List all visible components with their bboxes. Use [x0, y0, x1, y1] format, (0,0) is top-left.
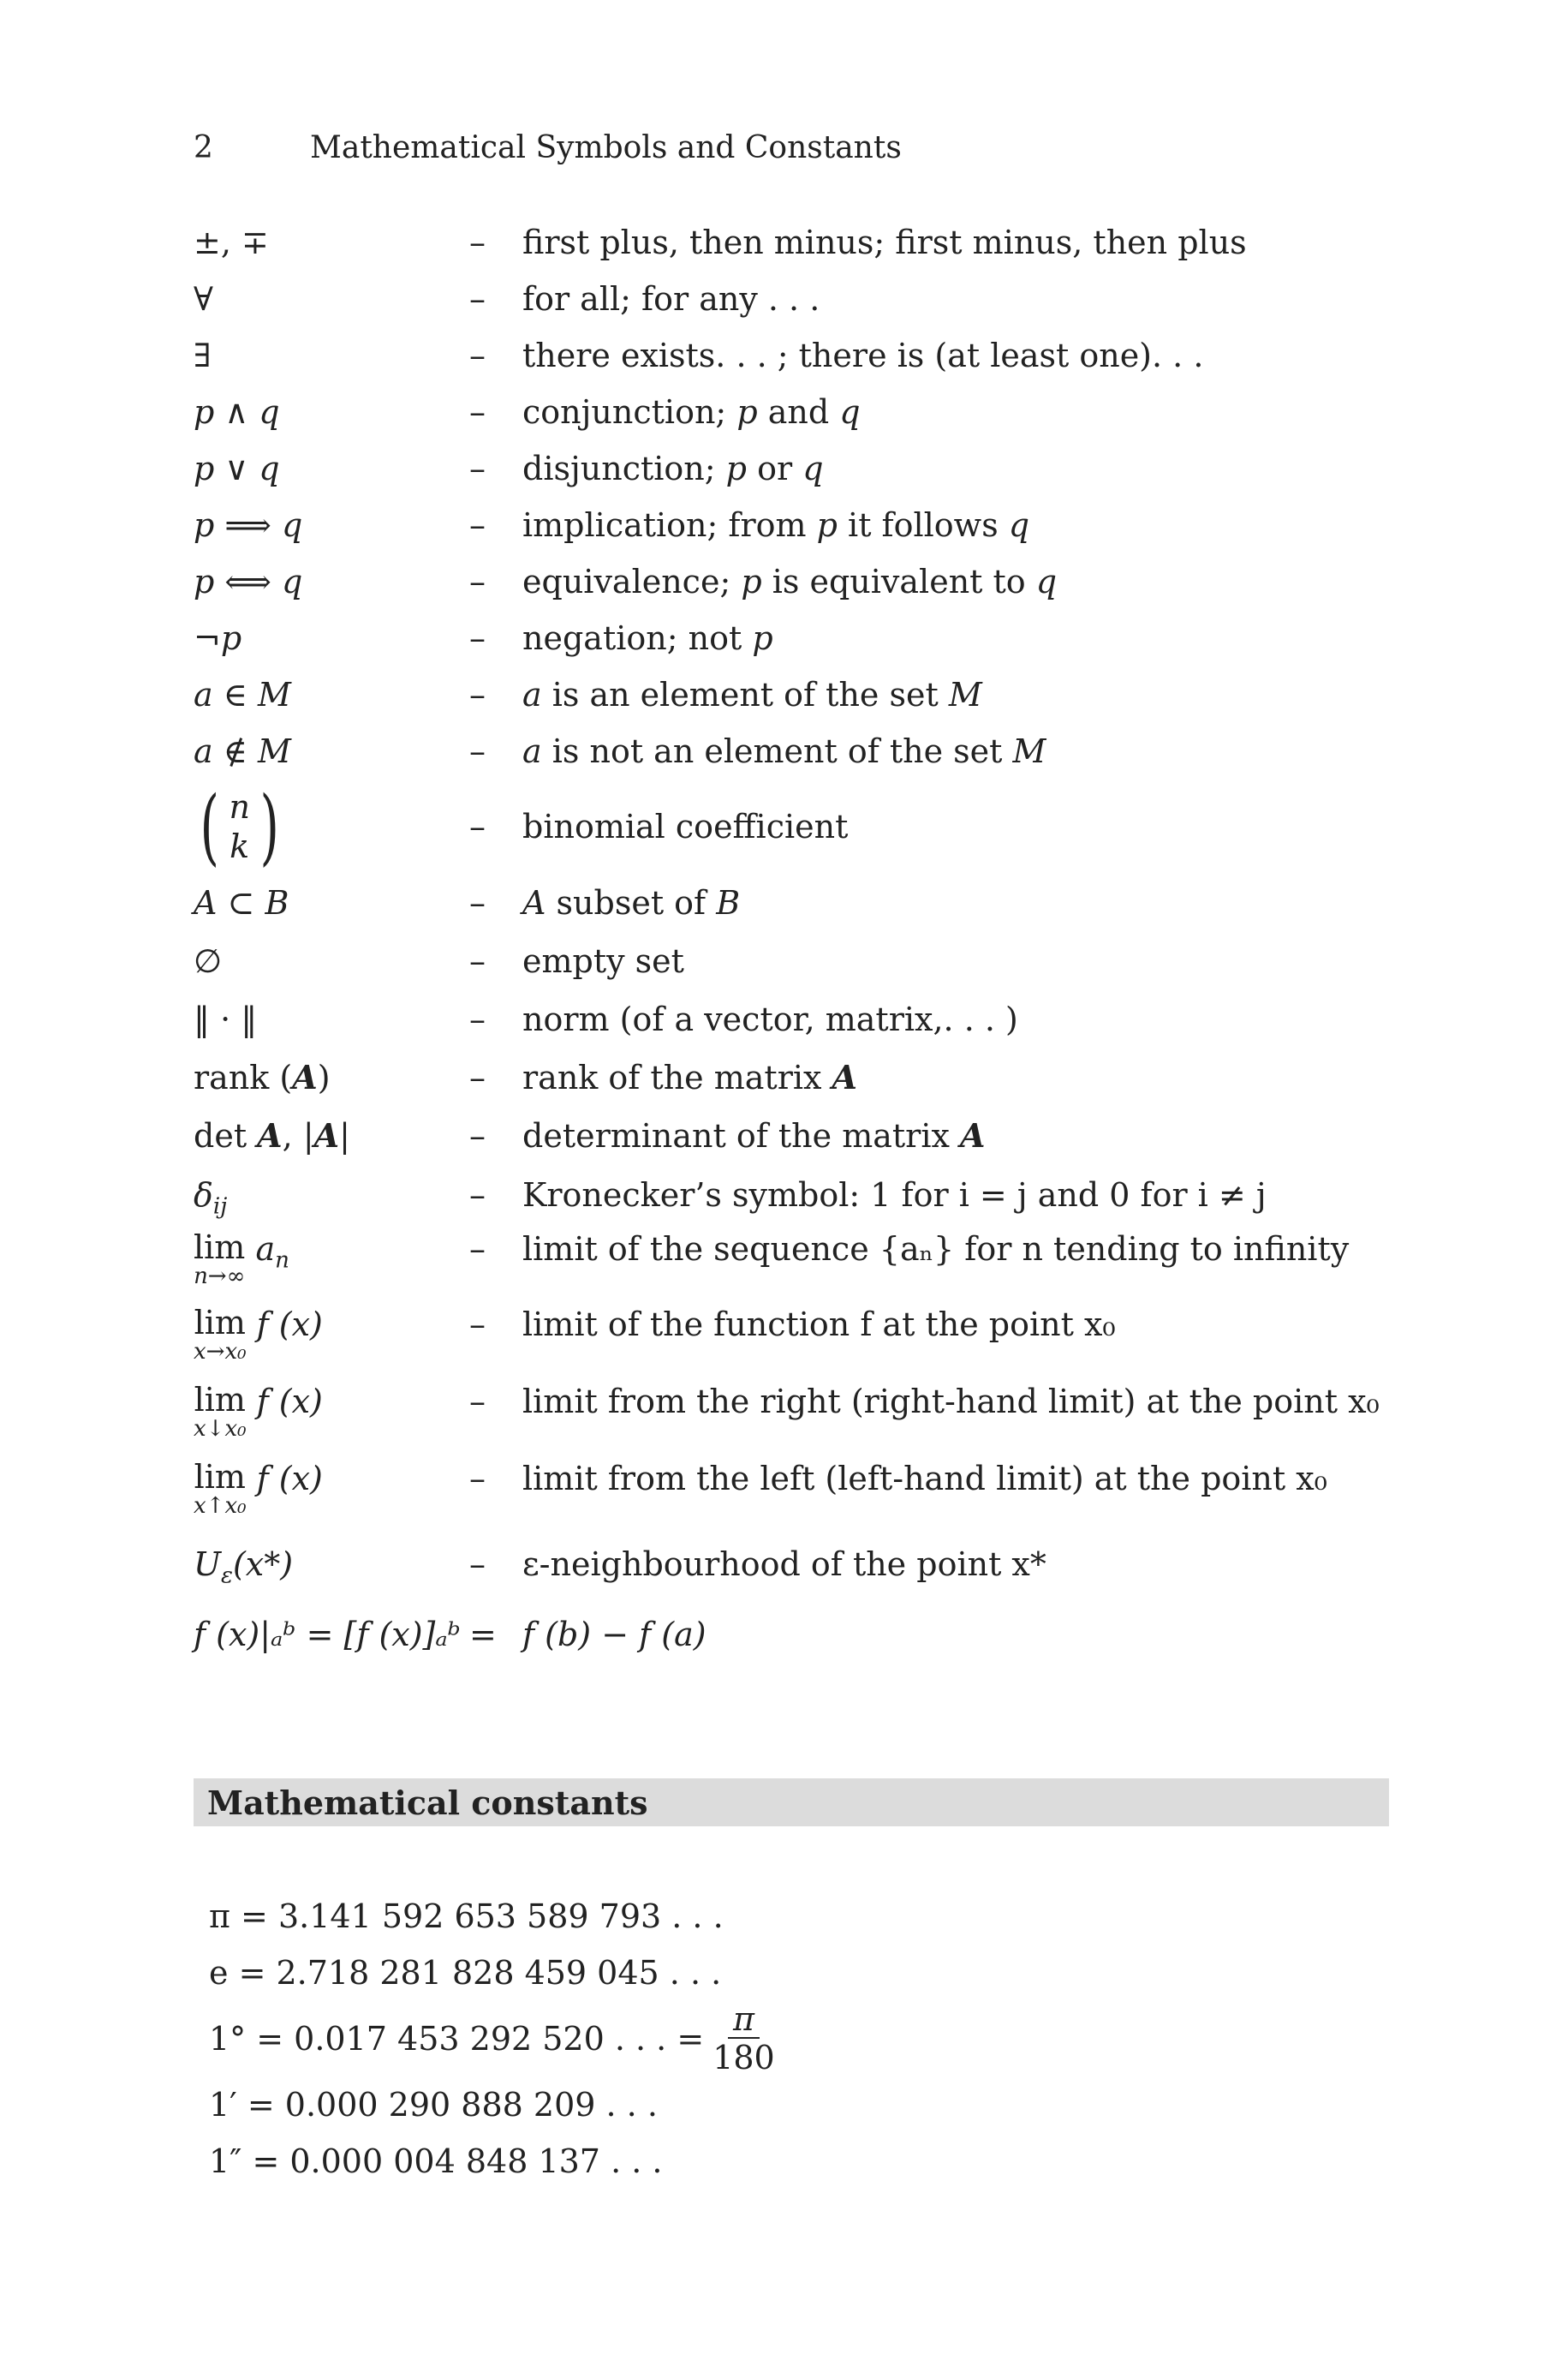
constant-text: 1″ = 0.000 004 848 137 . . . — [209, 2142, 663, 2180]
symbol-row-equivalence — [194, 553, 1410, 610]
desc-text: equivalence; — [522, 563, 742, 600]
description: limit from the left (left-hand limit) at the point x₀ — [522, 1460, 1327, 1497]
sym-text: det — [194, 1117, 258, 1155]
constant-pi — [209, 1888, 775, 1945]
symbol — [194, 779, 469, 875]
sym-text: f (x) — [256, 1460, 323, 1497]
symbol-row-exists — [194, 327, 1410, 384]
fraction-numerator: π — [728, 2001, 760, 2039]
constants-list — [209, 1888, 775, 2190]
symbol: p ∧ q — [194, 393, 280, 431]
symbol: ¬p — [194, 619, 242, 657]
description: limit of the sequence {aₙ} for n tending to infinity — [522, 1230, 1350, 1268]
description: first plus, then minus; first minus, then plus — [522, 224, 1247, 261]
binomial-bottom: k — [230, 828, 250, 865]
sym-subscript: ε — [221, 1562, 233, 1589]
desc-text: disjunction; — [522, 450, 726, 487]
desc-var: M — [1012, 732, 1046, 770]
dash: – — [469, 280, 486, 318]
description: binomial coefficient — [522, 808, 849, 845]
symbol: p ⟺ q — [194, 563, 303, 600]
section-header — [194, 1778, 1389, 1826]
desc-var: p — [736, 393, 758, 431]
description: empty set — [522, 942, 684, 980]
lim-operator: lim x→x₀ — [194, 1304, 247, 1365]
symbol: p ⟹ q — [194, 506, 303, 544]
dash: – — [469, 563, 486, 600]
desc-text: or — [746, 450, 803, 487]
desc-var: a — [522, 732, 542, 770]
binomial-top: n — [229, 788, 250, 826]
symbol-row-kronecker — [194, 1165, 1410, 1225]
symbol — [194, 1059, 469, 1096]
symbol: ‖ · ‖ — [194, 1001, 258, 1038]
desc-text: is an element of the set — [541, 676, 949, 714]
symbol-row-conjunction — [194, 384, 1410, 440]
constant-text: π = 3.141 592 653 589 793 . . . — [209, 1897, 724, 1935]
dash: – — [469, 1117, 486, 1155]
desc-var: p — [816, 506, 838, 544]
description: norm (of a vector, matrix,. . . ) — [522, 1001, 1018, 1038]
symbol-row-negation — [194, 610, 1410, 666]
sym-subscript: ij — [212, 1193, 228, 1220]
symbol-row-limit-right — [194, 1377, 1410, 1455]
dash: – — [469, 808, 486, 845]
desc-var: a — [522, 676, 542, 714]
symbol-row-limit-function — [194, 1300, 1410, 1377]
symbol — [194, 1176, 469, 1220]
symbol: a ∈ M — [194, 676, 291, 714]
symbol-row-element — [194, 666, 1410, 723]
desc-var: p — [725, 450, 747, 487]
desc-var: q — [1035, 563, 1058, 600]
dash: – — [469, 1059, 486, 1096]
symbol-row-empty-set — [194, 932, 1410, 990]
constant-text: 1′ = 0.000 290 888 209 . . . — [209, 2086, 658, 2124]
symbol — [194, 1545, 469, 1589]
symbol — [194, 1117, 469, 1155]
desc-text: rank of the matrix — [522, 1059, 832, 1096]
desc-var: q — [1008, 506, 1030, 544]
desc-var: p — [752, 619, 773, 657]
dash: – — [469, 676, 486, 714]
desc-text: and — [757, 393, 840, 431]
desc-text: negation; not — [522, 619, 753, 657]
binomial-symbol: ( n k ) — [200, 779, 279, 875]
dash: – — [469, 1176, 486, 1214]
sym-text: U — [194, 1545, 222, 1583]
desc-text: determinant of the matrix — [522, 1117, 960, 1155]
description — [522, 450, 1410, 487]
fraction — [712, 2001, 775, 2076]
sym-text: ) — [317, 1059, 331, 1096]
dash: – — [469, 1001, 486, 1038]
description: limit of the function f at the point x₀ — [522, 1306, 1116, 1343]
desc-text: is equivalent to — [761, 563, 1036, 600]
dash: – — [469, 393, 486, 431]
symbol-row-forall — [194, 271, 1410, 327]
description — [522, 732, 1410, 770]
symbol: ∃ — [194, 337, 212, 374]
description: for all; for any . . . — [522, 280, 820, 318]
sym-text: δ — [194, 1176, 213, 1214]
symbol-row-disjunction — [194, 440, 1410, 497]
dash: – — [469, 1306, 486, 1343]
description — [522, 506, 1410, 544]
desc-matrix: A — [832, 1058, 858, 1096]
dash: – — [469, 337, 486, 374]
symbol-row-rank — [194, 1049, 1410, 1107]
sym-matrix: A — [257, 1116, 283, 1155]
lim-operator: lim x↓x₀ — [194, 1381, 247, 1442]
constant-minute — [209, 2076, 775, 2133]
sym-text: f (x) — [256, 1383, 323, 1420]
symbol-row-limit-sequence — [194, 1225, 1410, 1300]
symbol — [194, 1460, 469, 1518]
sym-text: a — [255, 1230, 276, 1268]
symbol-row-determinant — [194, 1107, 1410, 1165]
symbol: A ⊂ B — [194, 884, 289, 922]
dash: – — [469, 884, 486, 922]
symbol — [194, 1306, 469, 1364]
dash: – — [469, 224, 486, 261]
symbol-row-evaluation — [194, 1597, 1410, 1672]
symbol-row-binomial — [194, 780, 1410, 874]
desc-text: it follows — [837, 506, 1009, 544]
symbol: ±, ∓ — [194, 224, 269, 261]
sym-text: | — [339, 1117, 350, 1155]
symbol-row-norm — [194, 990, 1410, 1049]
running-title: Mathematical Symbols and Constants — [310, 130, 902, 165]
constant-e — [209, 1945, 775, 2001]
constant-degree — [209, 2001, 775, 2076]
constant-second — [209, 2133, 775, 2190]
dash: – — [469, 1545, 486, 1583]
desc-matrix: A — [960, 1116, 986, 1155]
description — [522, 676, 1410, 714]
sym-text: f (x) — [256, 1306, 323, 1343]
description: f (b) − f (a) — [522, 1616, 706, 1653]
symbol-row-implication — [194, 497, 1410, 553]
symbol-table — [194, 214, 1410, 1672]
symbol-row-neighbourhood — [194, 1532, 1410, 1597]
sym-text: , | — [282, 1117, 314, 1155]
dash: – — [469, 1383, 486, 1420]
dash: – — [469, 1230, 486, 1268]
sym-matrix: A — [292, 1058, 318, 1096]
desc-var: q — [839, 393, 861, 431]
symbol-row-not-element — [194, 723, 1410, 780]
desc-text: is not an element of the set — [541, 732, 1013, 770]
symbol: f (x)|ₐᵇ = [f (x)]ₐᵇ — [194, 1616, 461, 1653]
section-title: Mathematical constants — [207, 1784, 648, 1822]
desc-text: conjunction; — [522, 393, 737, 431]
symbol-row-plusminus — [194, 214, 1410, 271]
desc-var: A — [522, 884, 546, 922]
symbol-row-limit-left — [194, 1455, 1410, 1532]
dash: – — [469, 732, 486, 770]
dash: – — [469, 506, 486, 544]
description — [522, 1117, 1410, 1155]
lim-operator: lim n→∞ — [194, 1228, 246, 1289]
description — [522, 393, 1410, 431]
lim-operator: lim x↑x₀ — [194, 1458, 247, 1519]
symbol-row-subset — [194, 874, 1410, 932]
sym-text: rank ( — [194, 1059, 293, 1096]
desc-var: q — [802, 450, 824, 487]
description — [522, 884, 1410, 922]
desc-text: implication; from — [522, 506, 817, 544]
desc-var: p — [741, 563, 762, 600]
fraction-denominator: 180 — [712, 2039, 775, 2076]
dash: – — [469, 942, 486, 980]
desc-var: B — [716, 884, 741, 922]
description — [522, 619, 1410, 657]
sym-matrix: A — [313, 1116, 340, 1155]
description: limit from the right (right-hand limit) at the point x₀ — [522, 1383, 1380, 1420]
description: ε-neighbourhood of the point x* — [522, 1545, 1046, 1583]
description: there exists. . . ; there is (at least one). . . — [522, 337, 1204, 374]
constant-text: e = 2.718 281 828 459 045 . . . — [209, 1954, 722, 1992]
sym-text: (x*) — [232, 1545, 294, 1583]
symbol — [194, 1230, 469, 1288]
desc-text: subset of — [546, 884, 717, 922]
dash: – — [469, 619, 486, 657]
sym-subscript: n — [275, 1247, 289, 1274]
constant-text: 1° = 0.017 453 292 520 . . . = — [209, 2020, 705, 2058]
description — [522, 1059, 1410, 1096]
symbol: p ∨ q — [194, 450, 280, 487]
description — [522, 563, 1410, 600]
symbol: ∅ — [194, 942, 223, 980]
page-number: 2 — [194, 130, 213, 165]
dash: – — [469, 450, 486, 487]
equals-sign: = — [469, 1616, 497, 1653]
description: Kronecker’s symbol: 1 for i = j and 0 for i ≠ j — [522, 1176, 1267, 1214]
symbol: ∀ — [194, 280, 213, 318]
symbol: a ∉ M — [194, 732, 291, 770]
symbol — [194, 1383, 469, 1441]
desc-var: M — [948, 676, 982, 714]
dash: – — [469, 1460, 486, 1497]
